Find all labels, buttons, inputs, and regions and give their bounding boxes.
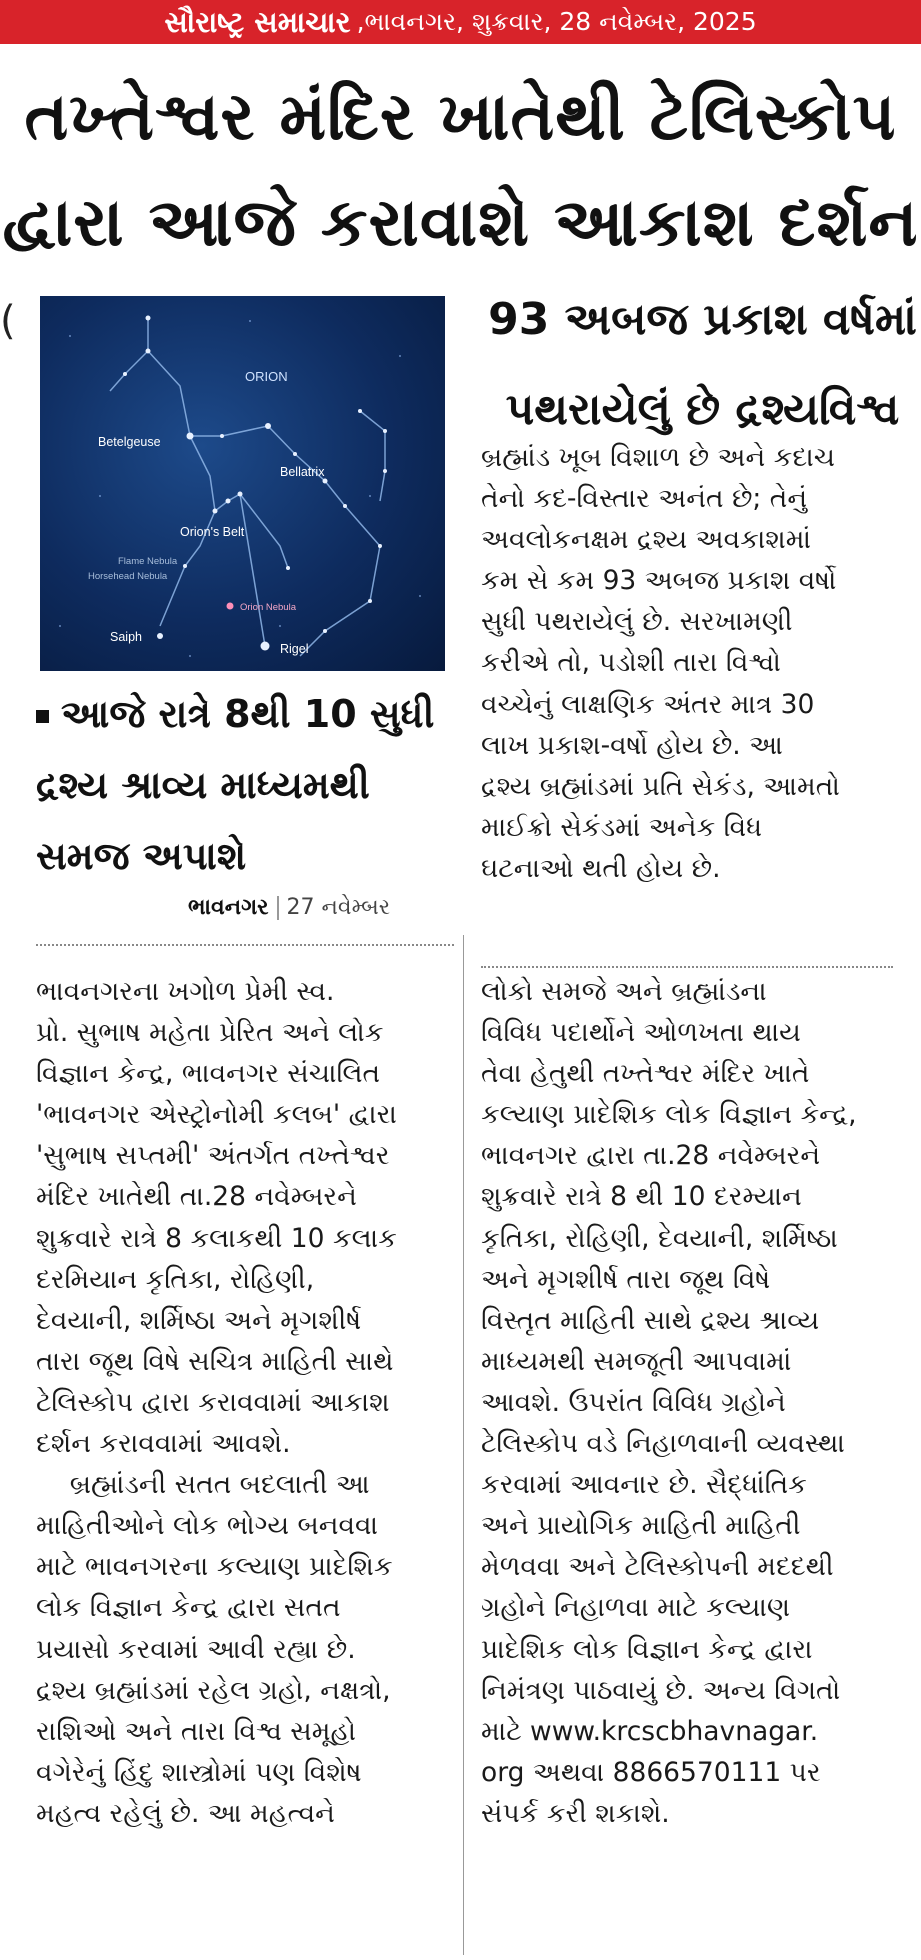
text-line: કમ સે કમ 93 અબજ પ્રકાશ વર્ષો [481, 565, 837, 597]
right-dotted-rule [481, 966, 893, 968]
label-flame-nebula: Flame Nebula [118, 556, 178, 567]
text-line: વિવિધ પદાર્થોને ઓળખતા થાય [481, 1017, 801, 1049]
text-line: 'સુભાષ સપ્તમી' અંતર્ગત તખ્તેશ્વર [36, 1140, 390, 1172]
left-dotted-rule [36, 944, 454, 946]
text-line: ટેલિસ્કોપ દ્વારા કરાવવામાં આકાશ [36, 1386, 390, 1418]
text-line: કરવામાં આવનાર છે. સૈદ્ધાંતિક [481, 1469, 807, 1501]
text-line: લાખ પ્રકાશ-વર્ષો હોય છે. આ [481, 729, 783, 761]
headline-line-2: દ્વારા આજે કરાવાશે આકાશ દર્શન [2, 184, 919, 261]
text-line: રાશિઓ અને તારા વિશ્વ સમૂહો [36, 1715, 356, 1747]
text-line: માટે www.krcscbhavnagar. [481, 1715, 819, 1747]
text-line: મેળવવા અને ટેલિસ્કોપની મદદથી [481, 1551, 834, 1583]
text-line: અને પ્રાયોગિક માહિતી માહિતી [481, 1510, 801, 1542]
byline [188, 895, 390, 920]
subhead-line-1: 93 અબજ પ્રકાશ વર્ષમાં [488, 294, 917, 345]
column-separator [463, 935, 464, 1955]
constellation-stars [123, 316, 387, 651]
label-orion-nebula: Orion Nebula [240, 602, 296, 613]
text-line: કૃતિકા, રોહિણી, દેવયાની, શર્મિષ્ઠા [481, 1222, 838, 1254]
text-line: માધ્યમથી સમજૂતી આપવામાં [481, 1345, 792, 1377]
orion-constellation-photo [40, 296, 445, 671]
text-line: વિજ્ઞાન કેન્દ્ર, ભાવનગર સંચાલિત [36, 1058, 381, 1090]
label-horsehead-nebula: Horsehead Nebula [88, 571, 168, 582]
side-head-line-3: સમજ અપાશે [36, 834, 247, 878]
orion-constellation-chart [40, 296, 445, 671]
label-saiph: Saiph [110, 630, 142, 644]
text-line: લોકો સમજે અને બ્રહ્માંડના [481, 976, 767, 1007]
label-betelgeuse: Betelgeuse [98, 435, 161, 449]
side-head-text-1: આજે રાત્રે 8થી 10 સુધી [61, 692, 435, 736]
text-line: તેવા હેતુથી તખ્તેશ્વર મંદિર ખાતે [481, 1058, 810, 1090]
byline-separator [277, 896, 279, 920]
text-line: અને મૃગશીર્ષ તારા જૂથ વિષે [481, 1263, 771, 1295]
dateline: ,ભાવનગર, શુક્રવાર, 28 નવેમ્બર, 2025 [356, 7, 757, 36]
text-line: ગ્રહોને નિહાળવા માટે કલ્યાણ [481, 1592, 790, 1624]
subhead-line-2: પથરાયેલું છે દ્રશ્યવિશ્વ [505, 384, 900, 435]
text-line: માઈક્રો સેકંડમાં અનેક વિધ [481, 811, 762, 843]
side-head-line-1 [36, 692, 434, 737]
text-line: 'ભાવનગર એસ્ટ્રોનોમી કલબ' દ્વારા [36, 1099, 397, 1131]
text-line: તારા જૂથ વિષે સચિત્ર માહિતી સાથે [36, 1345, 394, 1377]
text-line: દેવયાની, શર્મિષ્ઠા અને મૃગશીર્ષ [36, 1304, 362, 1336]
text-line: સંપર્ક કરી શકાશે. [481, 1797, 670, 1829]
text-line: વિસ્તૃત માહિતી સાથે દ્રશ્ય શ્રાવ્ય [481, 1304, 820, 1336]
text-line: અવલોકનક્ષમ દ્રશ્ય અવકાશમાં [481, 524, 811, 556]
text-line: દરમિયાન કૃતિકા, રોહિણી, [36, 1263, 315, 1295]
text-line: માટે ભાવનગરના કલ્યાણ પ્રાદેશિક [36, 1551, 393, 1583]
text-line: નિમંત્રણ પાઠવાયું છે. અન્ય વિગતો [481, 1674, 841, 1706]
text-line: દ્રશ્ય બ્રહ્માંડમાં રહેલ ગ્રહો, નક્ષત્રો, [36, 1674, 391, 1706]
text-line: આવશે. ઉપરાંત વિવિધ ગ્રહોને [481, 1386, 786, 1418]
text-line: org અથવા 8866570111 પર [481, 1756, 821, 1788]
text-line: કલ્યાણ પ્રાદેશિક લોક વિજ્ઞાન કેન્દ્ર, [481, 1099, 857, 1131]
headline-line-1: તખ્તેશ્વર મંદિર ખાતેથી ટેલિસ્કોપ [24, 78, 897, 155]
text-line: ભાવનગરના ખગોળ પ્રેમી સ્વ. [36, 976, 335, 1007]
label-rigel: Rigel [280, 642, 309, 656]
bullet-square [36, 710, 49, 723]
label-orions-belt: Orion's Belt [180, 525, 245, 539]
byline-city: ભાવનગર [188, 895, 269, 920]
text-line: તેનો કદ-વિસ્તાર અનંત છે; તેનું [481, 483, 808, 515]
text-line: શુક્રવારે રાત્રે 8 કલાકથી 10 કલાક [36, 1222, 397, 1254]
text-line: સુધી પથરાયેલું છે. સરખામણી [481, 606, 793, 638]
text-line: બ્રહ્માંડ ખૂબ વિશાળ છે અને કદાચ [481, 442, 835, 473]
text-line: પ્રયાસો કરવામાં આવી રહ્યા છે. [36, 1633, 356, 1665]
byline-date: 27 નવેમ્બર [286, 895, 391, 920]
text-line: વચ્ચેનું લાક્ષણિક અંતર માત્ર 30 [481, 688, 815, 720]
text-line: માહિતીઓને લોક ભોગ્ય બનવવા [36, 1510, 379, 1542]
right-top-paragraph [481, 437, 840, 889]
text-line: પ્રો. સુભાષ મહેતા પ્રેરિત અને લોક [36, 1017, 384, 1049]
corner-mark: ( [0, 298, 16, 344]
text-line: કરીએ તો, પડોશી તારા વિશ્વો [481, 647, 781, 679]
text-line: મહત્વ રહેલું છે. આ મહત્વને [36, 1797, 335, 1829]
text-line: વગેરેનું હિંદુ શાસ્ત્રોમાં પણ વિશેષ [36, 1756, 362, 1788]
side-head-line-2: દ્રશ્ય શ્રાવ્ય માધ્યમથી [36, 763, 370, 807]
text-line: મંદિર ખાતેથી તા.28 નવેમ્બરને [36, 1181, 357, 1213]
masthead [0, 0, 921, 44]
text-line: ભાવનગર દ્વારા તા.28 નવેમ્બરને [481, 1140, 821, 1172]
label-bellatrix: Bellatrix [280, 465, 325, 479]
text-line: પ્રાદેશિક લોક વિજ્ઞાન કેન્દ્ર દ્વારા [481, 1633, 813, 1665]
right-bottom-paragraph [481, 971, 857, 1834]
text-line: બ્રહ્માંડની સતત બદલાતી આ [36, 1469, 370, 1501]
newspaper-name: સૌરાષ્ટ્ર સમાચાર [164, 4, 351, 39]
text-line: ટેલિસ્કોપ વડે નિહાળવાની વ્યવસ્થા [481, 1428, 845, 1460]
text-line: લોક વિજ્ઞાન કેન્દ્ર દ્વારા સતત [36, 1592, 341, 1624]
label-orion: ORION [245, 369, 288, 384]
text-line: શુક્રવારે રાત્રે 8 થી 10 દરમ્યાન [481, 1181, 802, 1213]
text-line: દ્રશ્ય બ્રહ્માંડમાં પ્રતિ સેકંડ, આમતો [481, 770, 840, 802]
text-line: દર્શન કરાવવામાં આવશે. [36, 1428, 291, 1460]
text-line: ઘટનાઓ થતી હોય છે. [481, 852, 721, 884]
left-column-paragraph [36, 971, 397, 1834]
